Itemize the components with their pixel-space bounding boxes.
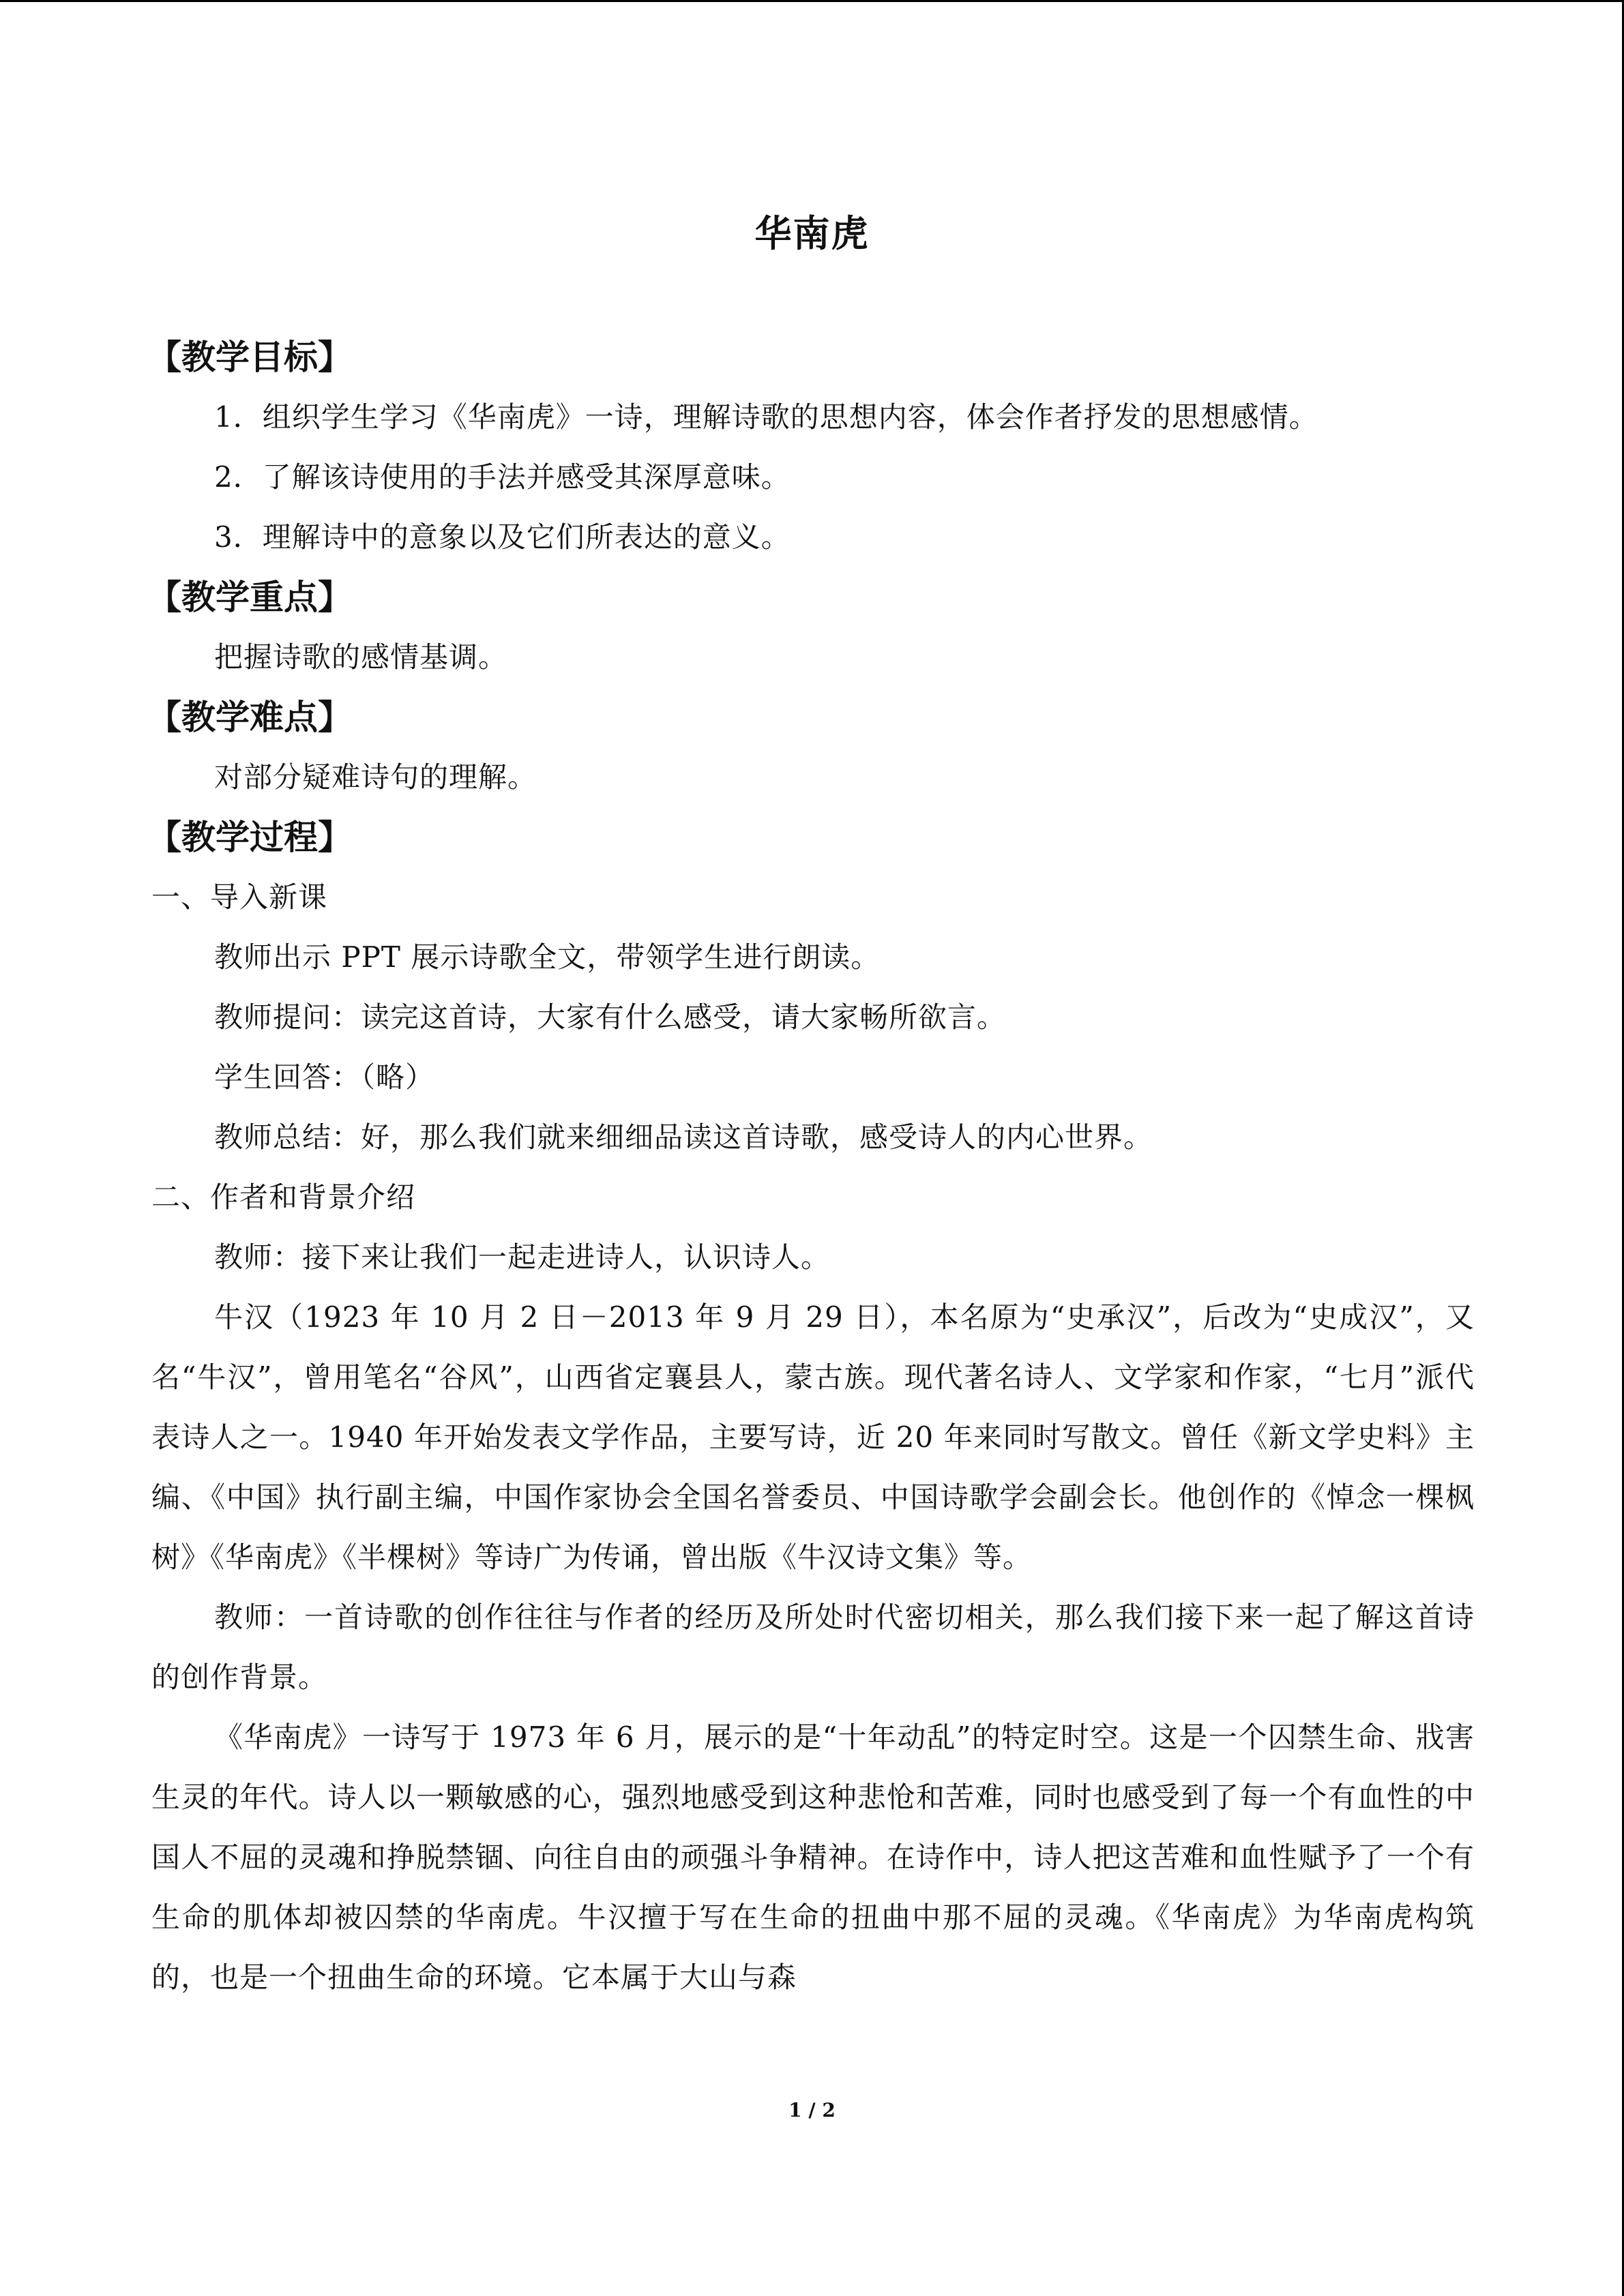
difficulties-text: 对部分疑难诗句的理解。 (214, 760, 537, 794)
author-bio-paragraph: 牛汉（1923 年 10 月 2 日－2013 年 9 月 29 日），本名原为“史承汉”，后改为“史成汉”，又名“牛汉”，曾用笔名“谷风”，山西省定襄县人，蒙古族。现代著名诗人、文学家和作家，“七月”派代表诗人之一。1940 年开始发表文学作品，主要写诗，近 20 年来同时写散文。曾任《新文学史料》主编、《中国》执行副主编，中国作家协会全国名誉委员、中国诗歌学会副会长。他创作的《悼念一棵枫树》《华南虎》《半棵树》等诗广为传诵，曾出版《牛汉诗文集》等。 (151, 1300, 1475, 1574)
background-paragraph: 《华南虎》一诗写于 1973 年 6 月，展示的是“十年动乱”的特定时空。这是一个囚禁生命、戕害生灵的年代。诗人以一颗敏感的心，强烈地感受到这种悲怆和苦难，同时也感受到了每一个有血性的中国人不屈的灵魂和挣脱禁锢、向往自由的顽强斗争精神。在诗作中，诗人把这苦难和血性赋予了一个有生命的肌体却被囚禁的华南虎。牛汉擅于写在生命的扭曲中那不屈的灵魂。《华南虎》为华南虎构筑的，也是一个扭曲生命的环境。它本属于大山与森 (151, 1720, 1475, 1994)
heading-difficulties: 【教学难点】 (147, 698, 352, 737)
key-points-text: 把握诗歌的感情基调。 (214, 640, 508, 674)
goal-item: 3．理解诗中的意象以及它们所表达的意义。 (214, 520, 791, 554)
page-border-top (0, 0, 1624, 2)
heading-teaching-process: 【教学过程】 (147, 818, 352, 857)
goal-item: 2．了解该诗使用的手法并感受其深厚意味。 (214, 460, 791, 494)
document-title: 华南虎 (754, 212, 870, 255)
goal-item: 1．组织学生学习《华南虎》一诗，理解诗歌的思想内容，体会作者抒发的思想感情。 (214, 400, 1318, 434)
section-label-author-background: 二、作者和背景介绍 (151, 1180, 416, 1214)
author-intro-line: 教师：接下来让我们一起走进诗人，认识诗人。 (214, 1240, 831, 1274)
process-line: 教师出示 PPT 展示诗歌全文，带领学生进行朗读。 (214, 940, 881, 974)
page-number: 1 / 2 (788, 2099, 836, 2121)
background-transition-paragraph: 教师：一首诗歌的创作往往与作者的经历及所处时代密切相关，那么我们接下来一起了解这首诗的创作背景。 (151, 1600, 1475, 1694)
heading-key-points: 【教学重点】 (147, 578, 352, 617)
process-line: 教师总结：好，那么我们就来细细品读这首诗歌，感受诗人的内心世界。 (214, 1120, 1153, 1154)
section-label-intro: 一、导入新课 (151, 880, 328, 914)
document-body (147, 327, 1475, 2008)
heading-teaching-goals: 【教学目标】 (147, 338, 352, 377)
process-line: 学生回答：（略） (214, 1060, 435, 1094)
process-line: 教师提问：读完这首诗，大家有什么感受，请大家畅所欲言。 (214, 1000, 1007, 1034)
